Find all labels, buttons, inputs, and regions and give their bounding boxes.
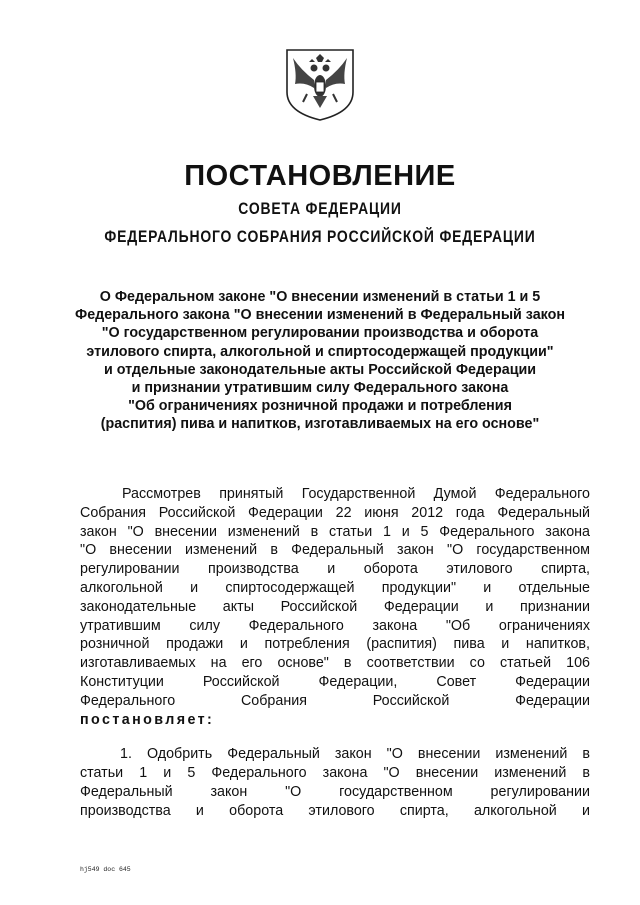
body-line: закон "О внесении изменений в статьи 1 и 5 Федерального закона <box>80 523 590 540</box>
body-line: Рассмотрев принятый Государственной Думой Федерального <box>122 486 590 502</box>
body-line: алкогольной и спиртосодержащей продукции" и отдельные <box>80 579 590 596</box>
item-1-line: Федеральный закон "О государственном регулировании <box>80 783 590 800</box>
body-line: утратившим силу Федерального закона "Об ограничениях <box>80 617 590 634</box>
body-line: Федерального Собрания Российской Федерации <box>80 692 590 709</box>
body-line: изготавливаемых на его основе" в соответствии со статьей 106 <box>80 655 590 672</box>
subject-line: О Федеральном законе "О внесении изменений в статьи 1 и 5 <box>99 289 541 305</box>
body-line: регулировании производства и оборота этилового спирта, <box>80 561 590 578</box>
subject-line: Федерального закона "О внесении изменений в Федеральный закон <box>75 307 565 324</box>
document-body <box>80 485 590 821</box>
subject-line: "О государственном регулировании производства и оборота <box>101 325 539 342</box>
document-subject <box>40 288 600 434</box>
body-line: розничной продажи и потребления (распития) пива и напитков, <box>80 636 590 653</box>
item-1-line: статьи 1 и 5 Федерального закона "О внесении изменений в <box>80 765 590 782</box>
body-line: Собрания Российской Федерации 22 июня 2012 года Федеральный <box>80 504 590 521</box>
russian-coat-of-arms-icon <box>283 40 357 122</box>
subject-line: (распития) пива и напитков, изготавливаемых на его основе" <box>100 416 540 433</box>
item-1-line: 1. Одобрить Федеральный закон "О внесении изменений в <box>120 746 590 763</box>
subject-line: и отдельные законодательные акты Российской Федерации <box>103 361 537 378</box>
document-subtitle-1: СОВЕТА ФЕДЕРАЦИИ <box>238 199 402 218</box>
item-1-line: производства и оборота этилового спирта, алкогольной и <box>80 802 590 819</box>
body-line: Конституции Российской Федерации, Совет Федерации <box>80 673 590 690</box>
document-subtitle-2: ФЕДЕРАЛЬНОГО СОБРАНИЯ РОССИЙСКОЙ ФЕДЕРАЦИИ <box>104 227 536 246</box>
subject-line: "Об ограничениях розничной продажи и потребления <box>128 398 512 415</box>
document-code: hj549 doc 645 <box>80 866 131 873</box>
subject-line: и признании утратившим силу Федерального закона <box>131 380 509 397</box>
subject-line: этилового спирта, алкогольной и спиртосодержащей продукции" <box>86 343 554 360</box>
resolution-word: постановляет: <box>80 711 215 728</box>
body-line: законодательные акты Российской Федерации и признании <box>80 598 590 615</box>
document-title: ПОСТАНОВЛЕНИЕ <box>184 160 456 192</box>
body-line: "О внесении изменений в Федеральный закон "О государственном <box>80 542 590 559</box>
